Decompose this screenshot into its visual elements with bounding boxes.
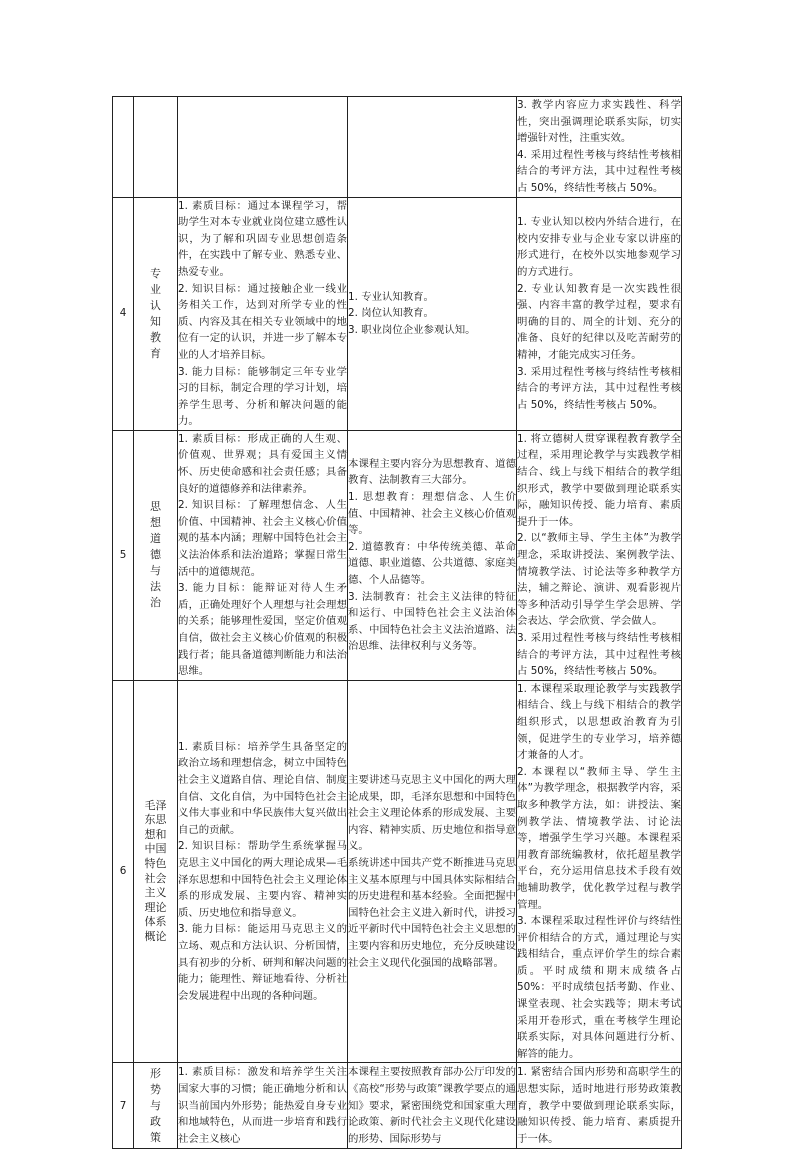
- course-name-cell: [134, 1063, 178, 1149]
- course-name: 形势与政策: [150, 1066, 161, 1144]
- method-cell: [517, 430, 682, 680]
- course-name-cell: [134, 197, 178, 430]
- method-item: 2. 本课程以“教师主导、学生主体”为教学理念，根据教学内容，采取多种教学方法，如：讲授法、案例教学法、情境教学法、讨论法等，增强学生学习兴趣。本课程采用教育部统编教材，依托超星教学平台，充分运用信息技术手段有效地辅助教学，优化教学过程与教学管理。: [517, 765, 681, 911]
- objective-item: 2. 知识目标：通过接触企业一线业务相关工作，达到对所学专业的性质、内容及其在相关专业领域中的地位有一定的认识，并进一步了解本专业的人才培养目标。: [178, 282, 347, 361]
- content-cell: [348, 1063, 517, 1149]
- method-item: 1. 本课程采取理论教学与实践教学相结合、线上与线下相结合的教学组织形式，以思想政治教育为引领，促进学生的专业学习，培养德才兼备的人才。: [517, 682, 681, 762]
- objective-item: 2. 知识目标：了解理想信念、人生价值、中国精神、社会主义核心价值观的基本内涵；理解中国特色社会主义法治体系和法治道路；掌握日常生活中的道德规范。: [178, 499, 347, 578]
- content-item: 2. 道德教育：中华传统美德、革命道德、职业道德、公共道德、家庭美德、个人品德等。: [348, 540, 516, 586]
- objective-item: 3. 能力目标：能运用马克思主义的立场、观点和方法认识、分析国情，具有初步的分析、研判和解决问题的能力；能理性、辩证地看待、分析社会发展进程中出现的各种问题。: [178, 923, 347, 1002]
- course-name: 专业认知教育: [150, 266, 161, 360]
- content-cell: [348, 680, 517, 1063]
- method-cell: [517, 680, 682, 1063]
- objective-item: 1. 素质目标：培养学生具备坚定的政治立场和理想信念，树立中国特色社会主义道路自信、理论自信、制度自信、文化自信，为中国特色社会主义伟大事业和中华民族伟大复兴做出自己的贡献。: [178, 740, 347, 836]
- method-item: 4. 采用过程性考核与终结性考核相结合的考评方法，其中过程性考核占 50%，终结性考核占 50%。: [517, 148, 681, 194]
- method-item: 3. 本课程采取过程性评价与终结性评价相结合的方式，通过理论与实践相结合，重点评价学生的综合素质。平时成绩和期末成绩各占 50%：平时成绩包括考勤、作业、课堂表现、社会实践等；期末考试采用开卷形式，重在考核学生理论联系实际，对具体问题进行分析、解答的能力。: [517, 915, 681, 1060]
- objectives-cell: [178, 97, 348, 198]
- objectives-cell: [178, 1063, 348, 1149]
- method-item: 2. 以“教师主导、学生主体”为教学理念，采取讲授法、案例教学法、情境教学法、讨论法等多种教学方法，辅之辩论、演讲、观看影视片等多种活动引导学生学会思辨、学会表达、学会欣赏、学会做人。: [517, 532, 681, 628]
- objective-item: 1. 素质目标：激发和培养学生关注国家大事的习惯；能正确地分析和认识当前国内外形势；能热爱自身专业和地域特色，从而进一步培育和践行社会主义核心: [178, 1066, 347, 1145]
- table-row: [113, 97, 682, 198]
- objective-item: 1. 素质目标：形成正确的人生观、价值观、世界观；具有爱国主义情怀、历史使命感和社会责任感；具备良好的道德修养和法律素养。: [178, 432, 347, 495]
- row-number: 7: [113, 1063, 134, 1149]
- content-cell: [348, 430, 517, 680]
- row-number: [113, 97, 134, 198]
- content-item: 1. 思想教育：理想信念、人生价值、中国精神、社会主义核心价值观等。: [348, 490, 516, 537]
- objective-item: 2. 知识目标：帮助学生系统掌握马克思主义中国化的两大理论成果—毛泽东思想和中国特色社会主义理论体系的形成发展、主要内容、精神实质、历史地位和指导意义。: [178, 840, 347, 919]
- content-item: 本课程主要按照教育部办公厅印发的《高校“形势与政策”课教学要点的通知》要求，紧密围绕党和国家重大理论政策、新时代社会主义现代化建设的形势、国际形势与: [348, 1066, 516, 1145]
- row-number: 5: [113, 430, 134, 680]
- method-item: 2. 专业认知教育是一次实践性很强、内容丰富的教学过程，要求有明确的目的、周全的计划、充分的准备、良好的纪律以及吃苦耐劳的精神，才能完成实习任务。: [517, 282, 681, 361]
- objective-item: 3. 能力目标：能辩证对待人生矛盾，正确处理好个人理想与社会理想的关系；能够理性爱国，坚定价值观自信，做社会主义核心价值观的积极践行者；能具备道德判断能力和法治思维。: [178, 582, 347, 678]
- curriculum-table: [112, 96, 682, 1149]
- course-name-cell: [134, 430, 178, 680]
- objective-item: 1. 素质目标：通过本课程学习，帮助学生对本专业就业岗位建立感性认识，为了解和巩固专业思想创造条件，在实践中了解专业、熟悉专业、热爱专业。: [178, 199, 347, 278]
- objectives-cell: [178, 197, 348, 430]
- content-cell: [348, 97, 517, 198]
- method-item: 1. 专业认知以校内外结合进行，在校内安排专业与企业专家以讲座的形式进行，在校外以实地参观学习的方式进行。: [517, 216, 681, 278]
- method-item: 3. 教学内容应力求实践性、科学性，突出强调理论联系实际，切实增强针对性，注重实效。: [517, 99, 681, 145]
- course-name: [134, 97, 178, 198]
- method-item: 1. 将立德树人贯穿课程教育教学全过程，采用理论教学与实践教学相结合、线上与线下相结合的教学组织形式，教学中要做到理论联系实际，融知识传授、能力培育、素质提升于一体。: [517, 432, 681, 528]
- content-cell: [348, 197, 517, 430]
- table-row: [113, 430, 682, 680]
- objectives-cell: [178, 430, 348, 680]
- content-item: 本课程主要内容分为思想教育、道德教育、法制教育三大部分。: [348, 457, 516, 487]
- row-number: 6: [113, 680, 134, 1063]
- table-row: [113, 197, 682, 430]
- row-number: 4: [113, 197, 134, 430]
- method-item: 3. 采用过程性考核与终结性考核相结合的考评方法，其中过程性考核占 50%，终结性考核占 50%。: [517, 632, 681, 678]
- method-cell: [517, 1063, 682, 1149]
- content-item: 主要讲述马克思主义中国化的两大理论成果，即，毛泽东思想和中国特色社会主义理论体系的形成发展、主要内容、精神实质、历史地位和指导意义。: [348, 774, 516, 853]
- course-name: 毛泽东思想和中国特色社会主义理论体系概论: [144, 798, 167, 943]
- content-item: 2. 岗位认知教育。: [348, 307, 434, 320]
- course-name: 思想道德与法治: [150, 500, 161, 610]
- table-row: [113, 1063, 682, 1149]
- content-item: 1. 专业认知教育。: [348, 290, 434, 303]
- objective-item: 3. 能力目标：能够制定三年专业学习的目标，制定合理的学习计划，培养学生思考、分析和解决问题的能力。: [178, 365, 347, 428]
- method-item: 3. 采用过程性考核与终结性考核相结合的考评方法，其中过程性考核占 50%，终结性考核占 50%。: [517, 365, 681, 411]
- content-item: 3. 职业岗位企业参观认知。: [348, 324, 476, 337]
- method-item: 1. 紧密结合国内形势和高职学生的思想实际，适时地进行形势政策教育，教学中要做到理论联系实际，融知识传授、能力培育、素质提升于一体。: [517, 1066, 681, 1145]
- content-item: 3. 法制教育：社会主义法律的特征和运行、中国特色社会主义法治体系、中国特色社会主义法治道路、法治思维、法律权利与义务等。: [348, 590, 516, 653]
- course-name-cell: [134, 680, 178, 1063]
- table-row: [113, 680, 682, 1063]
- objectives-cell: [178, 680, 348, 1063]
- method-cell: [517, 197, 682, 430]
- content-item: 系统讲述中国共产党不断推进马克思主义基本原理与中国具体实际相结合的历史进程和基本经验。全面把握中国特色社会主义进入新时代，讲授习近平新时代中国特色社会主义思想的主要内容和历史地位，充分反映建设社会主义现代化强国的战略部署。: [348, 857, 516, 969]
- method-cell: [517, 97, 682, 198]
